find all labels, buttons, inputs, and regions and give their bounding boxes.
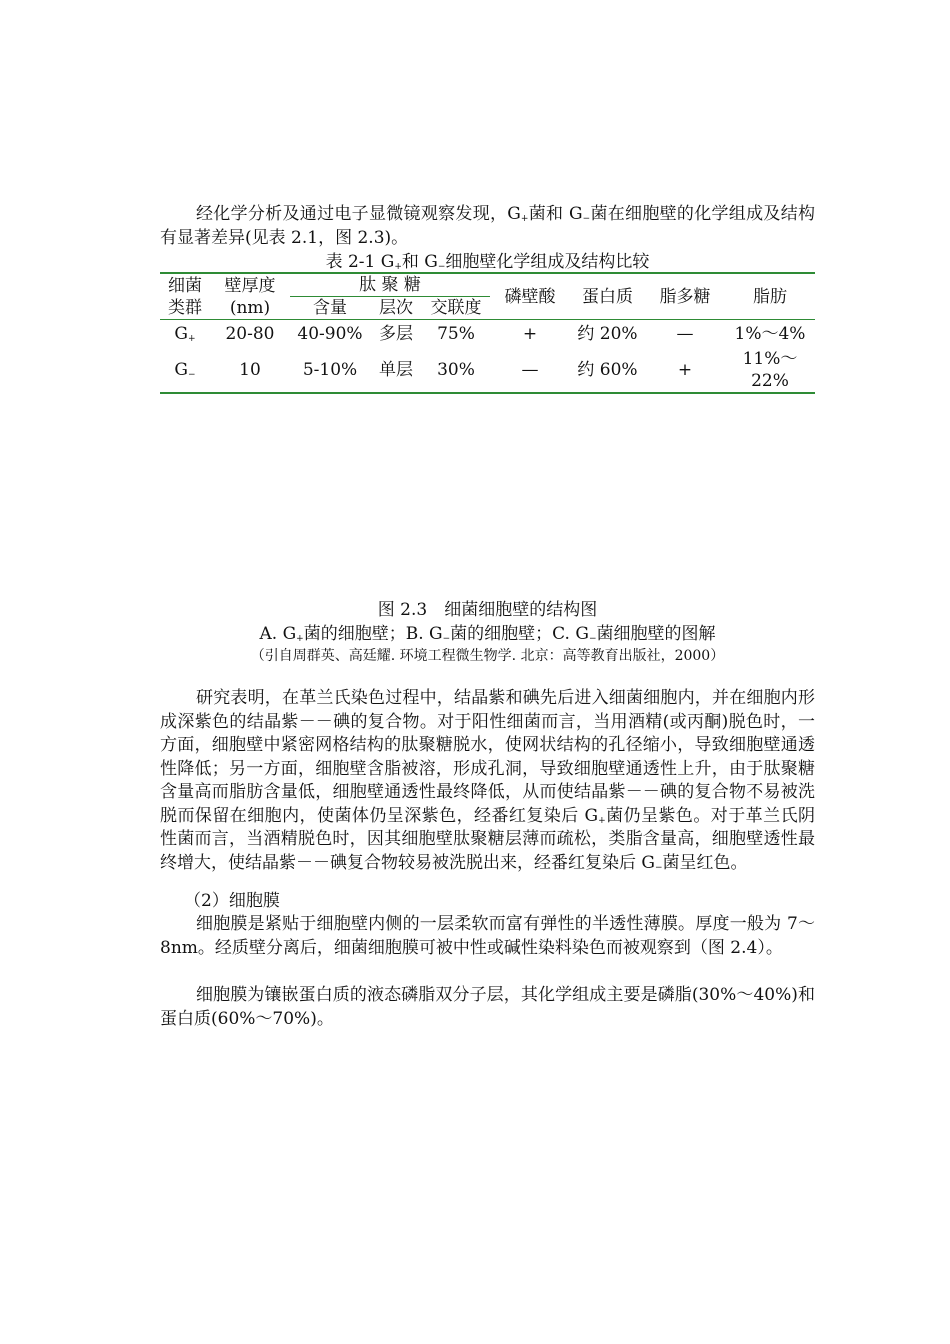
intro-paragraph	[160, 203, 815, 250]
header-lps: 脂多糖	[645, 273, 725, 320]
intro-text-3: 菌在细胞壁的化学组成及结构有显著差异(见表 2.1，图 2.3)。	[160, 204, 815, 248]
figure-subtitle: A. $G_+$菌的细胞壁；B. $G_-$菌的细胞壁；C. $G_-$菌细胞壁的图解	[259, 624, 716, 644]
sub-minus: −	[582, 214, 591, 224]
intro-text-2: 菌和 G	[528, 204, 583, 224]
figure-title: 图 2.3 细菌细胞壁的结构图	[377, 600, 598, 620]
section-heading: （2）细胞膜	[184, 891, 280, 911]
header-content: 含量	[290, 297, 370, 320]
figure-placeholder	[160, 390, 815, 590]
caption-text-3: 细胞壁化学组成及结构比较	[445, 252, 650, 272]
caption-text-2: 和 G	[401, 252, 438, 272]
body-paragraph-1: 研究表明，在革兰氏染色过程中，结晶紫和碘先后进入细菌细胞内，并在细胞内形成深紫色的结晶紫－－碘的复合物。对于阳性细菌而言，当用酒精(或丙酮)脱色时，一方面，细胞壁中紧密网格结构的肽聚糖脱水，使网状结构的孔径缩小，导致细胞壁通透性降低；另一方面，细胞壁含脂被溶，形成孔洞，导致细胞壁通透性上升，由于肽聚糖含量高而脂肪含量低，细胞壁通透性最终降低，从而使结晶紫－－碘的复合物不易被洗脱而保留在细胞内，使菌体仍呈深紫色，经番红复染后 $G_+$菌仍呈紫色。对于革兰氏阴性菌而言，当酒精脱色时，因其细胞壁肽聚糖层薄而疏松，类脂含量高，细胞壁透性最终增大，使结晶紫－－碘复合物较易被洗脱出来，经番红复染后 $G_-$菌呈红色。	[160, 688, 816, 873]
header-group: 细菌 类群	[160, 273, 210, 320]
figure-source: （引自周群英、高廷耀. 环境工程微生物学. 北京：高等教育出版社，2000）	[250, 648, 725, 664]
caption-sub-minus: −	[437, 262, 446, 272]
sub-plus: +	[520, 214, 529, 224]
caption-text-1: 表 2-1 G	[325, 252, 395, 272]
header-crosslink: 交联度	[422, 297, 490, 320]
header-lipid: 脂肪	[725, 273, 815, 320]
header-thickness: 壁厚度 (nm)	[210, 273, 290, 320]
comparison-table	[160, 272, 815, 394]
caption-sub-plus: +	[394, 262, 402, 272]
intro-text-1: 经化学分析及通过电子显微镜观察发现，G	[196, 204, 521, 224]
table-row: $G_-$ 10 5-10% 单层 30% — 约 60% + 11%～22%	[160, 348, 815, 393]
header-layers: 层次	[370, 297, 422, 320]
header-teichoic: 磷壁酸	[490, 273, 570, 320]
header-peptidoglycan: 肽 聚 糖	[290, 273, 490, 297]
table-caption	[160, 251, 815, 273]
body-paragraph-3: 细胞膜为镶嵌蛋白质的液态磷脂双分子层，其化学组成主要是磷脂(30%～40%)和蛋白质(60%～70%)。	[160, 985, 815, 1029]
body-paragraph-2: 细胞膜是紧贴于细胞壁内侧的一层柔软而富有弹性的半透性薄膜。厚度一般为 7～8nm。经质壁分离后，细菌细胞膜可被中性或碱性染料染色而被观察到（图 2.4）。	[160, 914, 815, 958]
table-row: $G_+$ 20-80 40-90% 多层 75% + 约 20% — 1%～4%	[174, 323, 806, 344]
header-protein: 蛋白质	[570, 273, 645, 320]
